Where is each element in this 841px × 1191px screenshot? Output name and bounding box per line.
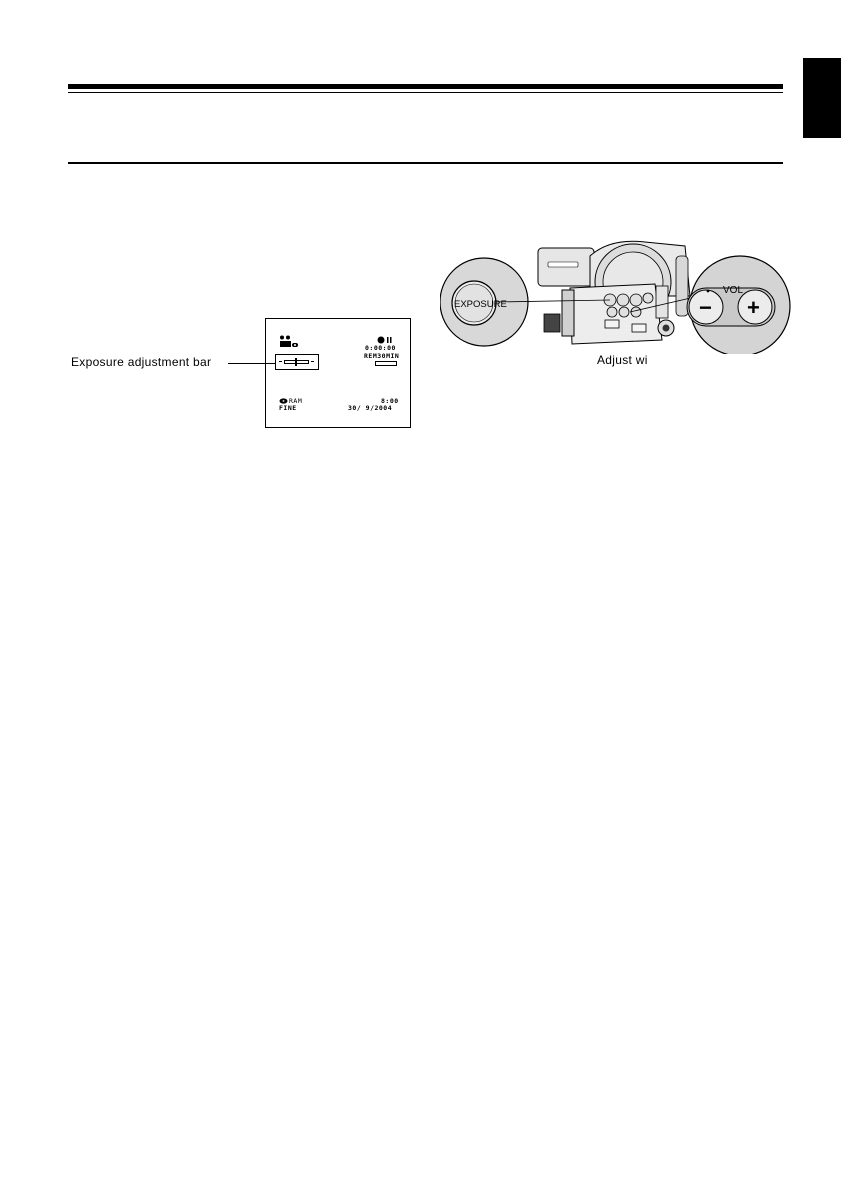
vol-label: VOL <box>723 285 744 296</box>
minus-button-label: − <box>699 295 712 320</box>
camera-mode-icon <box>279 335 307 353</box>
plus-mark <box>311 361 314 362</box>
lcd-counter: 0:00:00 <box>365 344 396 352</box>
camcorder-illustration <box>440 236 825 354</box>
battery-icon <box>375 361 397 366</box>
exposure-adjustment-bar <box>275 354 319 370</box>
adjust-caption: Adjust wi <box>597 353 648 367</box>
lcd-disc-type: RAM <box>289 397 303 405</box>
record-pause-icon <box>377 336 393 344</box>
minus-mark <box>279 361 282 362</box>
lcd-date: 30/ 9/2004 <box>348 404 393 412</box>
header-rule-thin <box>68 92 783 93</box>
language-side-tab <box>803 58 841 138</box>
plus-button-label: + <box>747 295 760 320</box>
exposure-button-label: EXPOSURE <box>454 299 507 310</box>
header-rule-thick <box>68 84 783 89</box>
lcd-quality: FINE <box>279 404 297 412</box>
lcd-remaining-time: REM30MIN <box>364 352 400 360</box>
lcd-time: 8:00 <box>381 397 399 405</box>
header-rule-bottom <box>68 162 783 164</box>
callout-line <box>228 363 275 364</box>
exposure-marker <box>295 358 297 366</box>
exposure-bar-caption: Exposure adjustment bar <box>71 355 212 369</box>
